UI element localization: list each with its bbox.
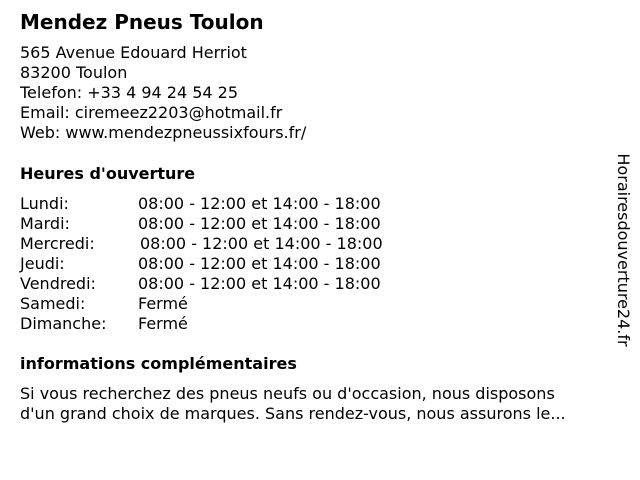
description-line: Si vous recherchez des pneus neufs ou d'occasion, nous disposons [20, 384, 555, 403]
description-text [20, 384, 620, 424]
website-address: Web: www.mendezpneussixfours.fr/ [20, 123, 307, 142]
hours-time: 08:00 - 12:00 et 14:00 - 18:00 [138, 254, 381, 273]
hours-time: 08:00 - 12:00 et 14:00 - 18:00 [138, 194, 381, 213]
hours-day: Vendredi: [20, 274, 96, 293]
contact-block [20, 43, 306, 143]
hours-time: Fermé [138, 314, 188, 333]
phone-number: Telefon: +33 4 94 24 54 25 [20, 83, 239, 102]
hours-time: Fermé [138, 294, 188, 313]
email-address: Email: ciremeez2203@hotmail.fr [20, 103, 283, 122]
hours-day: Mercredi: [20, 234, 95, 253]
hours-time: 08:00 - 12:00 et 14:00 - 18:00 [138, 274, 381, 293]
site-watermark: Horairesdouverture24.fr [614, 153, 633, 347]
business-name: Mendez Pneus Toulon [20, 10, 264, 34]
address-street: 565 Avenue Edouard Herriot [20, 43, 247, 62]
info-heading: informations complémentaires [20, 354, 297, 373]
hours-day: Jeudi: [20, 254, 65, 273]
hours-time: 08:00 - 12:00 et 14:00 - 18:00 [140, 234, 383, 253]
hours-day: Mardi: [20, 214, 70, 233]
hours-day: Samedi: [20, 294, 86, 313]
hours-day: Dimanche: [20, 314, 107, 333]
address-city: 83200 Toulon [20, 63, 128, 82]
hours-heading: Heures d'ouverture [20, 164, 196, 183]
hours-day: Lundi: [20, 194, 69, 213]
description-line: d'un grand choix de marques. Sans rendez-vous, nous assurons le... [20, 404, 566, 423]
hours-time: 08:00 - 12:00 et 14:00 - 18:00 [138, 214, 381, 233]
